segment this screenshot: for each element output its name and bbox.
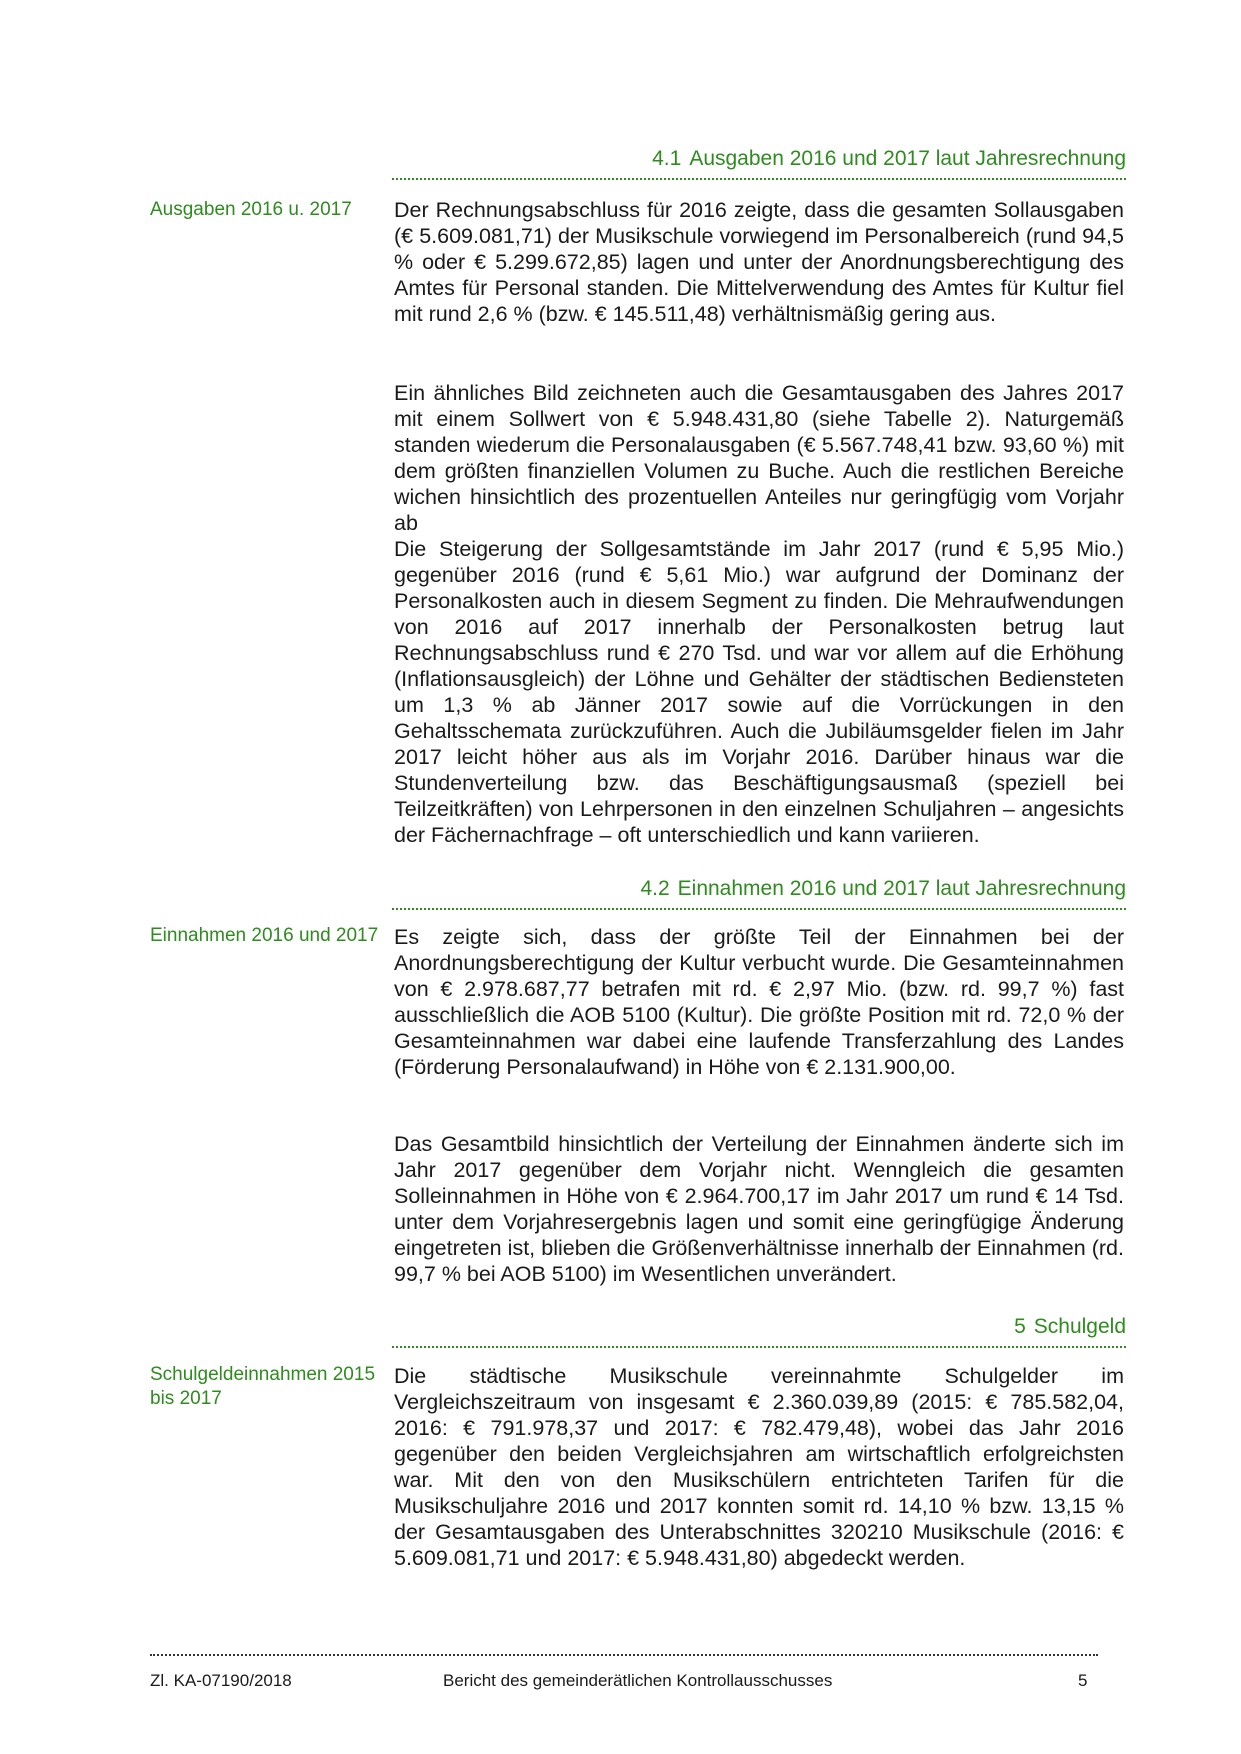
footer-title: Bericht des gemeinderätlichen Kontrollausschusses bbox=[443, 1671, 833, 1690]
section-title: Schulgeld bbox=[1033, 1315, 1126, 1338]
margin-note-ausgaben: Ausgaben 2016 u. 2017 bbox=[150, 199, 352, 220]
margin-note-einnahmen: Einnahmen 2016 und 2017 bbox=[150, 925, 379, 946]
footer-reference: Zl. KA-07190/2018 bbox=[150, 1671, 292, 1690]
footer-divider bbox=[150, 1654, 1098, 1656]
section-heading-4-2 bbox=[392, 876, 1126, 910]
section-heading-4-1 bbox=[392, 146, 1126, 180]
paragraph: Der Rechnungsabschluss für 2016 zeigte, dass die gesamten Sollausgaben (€ 5.609.081,71) der Musikschule vorwiegend im Personalbereich (rund 94,5 % oder € 5.299.672,85) lagen und unter der Anordnungsberechtigung des Amtes für Personal standen. Die Mittelverwendung des Amtes für Kultur fiel mit rund 2,6 % (bzw. € 145.511,48) verhältnismäßig gering aus. bbox=[394, 198, 1124, 326]
section-number: 4.2 bbox=[640, 877, 670, 900]
paragraph: Das Gesamtbild hinsichtlich der Verteilung der Einnahmen änderte sich im Jahr 2017 gegenüber dem Vorjahr nicht. Wenngleich die gesamten Solleinnahmen in Höhe von € 2.964.700,17 im Jahr 2017 um rund € 14 Tsd. unter dem Vorjahresergebnis lagen und somit eine geringfügige Änderung eingetreten ist, blieben die Größenverhältnisse innerhalb der Einnahmen (rd. 99,7 % bei AOB 5100) im Wesentlichen unverändert. bbox=[394, 1132, 1124, 1286]
paragraph: Ein ähnliches Bild zeichneten auch die Gesamtausgaben des Jahres 2017 mit einem Sollwert von € 5.948.431,80 (siehe Tabelle 2). Naturgemäß standen wiederum die Personalausgaben (€ 5.567.748,41 bzw. 93,60 %) mit dem größten finanziellen Volumen zu Buche. Auch die restlichen Bereiche wichen hinsichtlich des prozentuellen Anteiles nur geringfügig vom Vorjahr ab bbox=[394, 381, 1124, 535]
paragraph: Die Steigerung der Sollgesamtstände im Jahr 2017 (rund € 5,95 Mio.) gegenüber 2016 (rund € 5,61 Mio.) war aufgrund der Dominanz der Personalkosten auch in diesem Segment zu finden. Die Mehraufwendungen von 2016 auf 2017 innerhalb der Personalkosten betrug laut Rechnungsabschluss rund € 270 Tsd. und war vor allem auf die Erhöhung (Inflationsausgleich) der Löhne und Gehälter der städtischen Bediensteten um 1,3 % ab Jänner 2017 sowie auf die Vorrückungen in den Gehaltsschemata zurückzuführen. Auch die Jubiläumsgelder fielen im Jahr 2017 leicht höher aus als im Vorjahr 2016. Darüber hinaus war die Stundenverteilung bzw. das Beschäftigungsausmaß (speziell bei Teilzeitkräften) von Lehrpersonen in den einzelnen Schuljahren – angesichts der Fächernachfrage – oft unterschiedlich und kann variieren. bbox=[394, 537, 1124, 847]
section-number: 5 bbox=[1014, 1315, 1026, 1338]
section-heading-5 bbox=[392, 1314, 1126, 1348]
page-number: 5 bbox=[1078, 1671, 1088, 1690]
paragraph: Die städtische Musikschule vereinnahmte Schulgelder im Vergleichszeitraum von insgesamt € 2.360.039,89 (2015: € 785.582,04, 2016: € 791.978,37 und 2017: € 782.479,48), wobei das Jahr 2016 gegenüber den beiden Vergleichsjahren am wirtschaftlich erfolgreichsten war. Mit den von den Musikschülern entrichteten Tarifen für die Musikschuljahre 2016 und 2017 konnten somit rd. 14,10 % bzw. 13,15 % der Gesamtausgaben des Unterabschnittes 320210 Musikschule (2016: € 5.609.081,71 und 2017: € 5.948.431,80) abgedeckt werden. bbox=[394, 1364, 1124, 1570]
section-title: Ausgaben 2016 und 2017 laut Jahresrechnung bbox=[689, 147, 1126, 170]
section-title: Einnahmen 2016 und 2017 laut Jahresrechnung bbox=[677, 877, 1126, 900]
margin-note-schulgeld: Schulgeldeinnahmen 2015 bis 2017 bbox=[150, 1364, 376, 1409]
paragraph: Es zeigte sich, dass der größte Teil der Einnahmen bei der Anordnungsberechtigung der Kultur verbucht wurde. Die Gesamteinnahmen von € 2.978.687,77 betrafen mit rd. € 2,97 Mio. (bzw. rd. 99,7 %) fast ausschließlich die AOB 5100 (Kultur). Die größte Position mit rd. 72,0 % der Gesamteinnahmen war dabei eine laufende Transferzahlung des Landes (Förderung Personalaufwand) in Höhe von € 2.131.900,00. bbox=[394, 925, 1124, 1079]
section-number: 4.1 bbox=[652, 147, 682, 170]
